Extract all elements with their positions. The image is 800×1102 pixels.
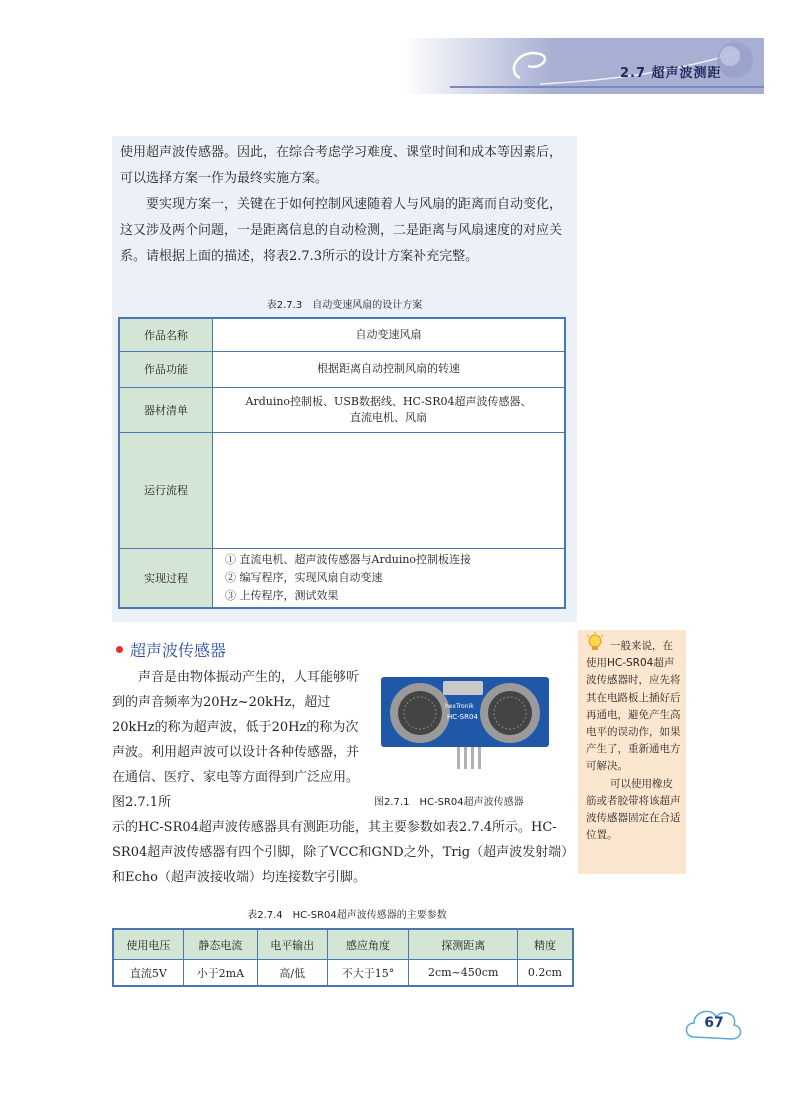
step-item: ① 直流电机、超声波传感器与Arduino控制板连接 [225, 552, 472, 566]
design-table-caption: 表2.7.3 自动变速风扇的设计方案 [266, 300, 423, 311]
column-header: 感应角度 [327, 929, 409, 960]
step-item: ② 编写程序，实现风扇自动变速 [225, 570, 383, 584]
row-label: 运行流程 [119, 432, 213, 548]
column-header: 静态电流 [183, 929, 257, 960]
row-label: 器材清单 [119, 387, 213, 432]
side-note-paragraph-2: 可以使用橡皮筋或者胶带将该超声波传感器固定在合适位置。 [586, 777, 681, 842]
table-row [119, 548, 565, 608]
pin [478, 747, 481, 769]
step-item: ③ 上传程序，测试效果 [225, 588, 339, 602]
board-model-text: HC-SR04 [447, 713, 478, 721]
page-number: 67 [704, 1015, 724, 1031]
header-rule [450, 86, 764, 88]
table-row [119, 432, 565, 548]
pin [471, 747, 474, 769]
row-value-line: 直流电机、风扇 [350, 410, 427, 424]
param-table [112, 928, 574, 987]
table-row [119, 387, 565, 432]
transducer-left-mesh [398, 691, 442, 735]
side-note-paragraph-1: 一般来说，在使用HC-SR04超声波传感器时，应先将其在电路板上插好后再通电，避免产生高电平的误动作，如果产生了，重新通电方可解决。 [586, 640, 681, 773]
row-label: 作品名称 [119, 318, 213, 351]
transducer-right-mesh [488, 691, 532, 735]
table-cell: 2cm~450cm [409, 960, 517, 987]
table-cell: 高/低 [258, 960, 327, 987]
pin [457, 747, 460, 769]
board-brand-text: hexTronik [445, 703, 474, 710]
row-value-blank [213, 432, 566, 548]
row-value [213, 387, 566, 432]
pin [464, 747, 467, 769]
side-note-text [586, 638, 682, 844]
table-cell: 直流5V [113, 960, 183, 987]
row-label: 实现过程 [119, 548, 213, 608]
column-header: 探测距离 [409, 929, 517, 960]
design-table [118, 317, 566, 609]
param-table-caption: 表2.7.4 HC-SR04超声波传感器的主要参数 [247, 910, 447, 921]
figure-caption: 图2.7.1 HC-SR04超声波传感器 [374, 797, 524, 808]
sensor-photo [375, 663, 555, 783]
table-row [119, 351, 565, 387]
intro-paragraph-2: 要实现方案一，关键在于如何控制风速随着人与风扇的距离而自动变化，这又涉及两个问题，一是距离信息的自动检测，二是距离与风扇速度的对应关系。请根据上面的描述，将表2.7.3所示的设计方案补充完整。 [120, 197, 563, 264]
section-title: 超声波传感器 [130, 641, 227, 660]
table-row [119, 318, 565, 351]
column-header: 使用电压 [113, 929, 183, 960]
row-value-line: Arduino控制板、USB数据线、HC-SR04超声波传感器、 [245, 394, 532, 408]
row-label: 作品功能 [119, 351, 213, 387]
row-value: 自动变速风扇 [213, 318, 566, 351]
body-paragraph-part2: 示的HC-SR04超声波传感器具有测距功能，其主要参数如表2.7.4所示。HC-SR04超声波传感器有四个引脚，除了VCC和GND之外，Trig（超声波发射端）和Echo（超声波接收端）均连接数字引脚。 [112, 820, 575, 885]
header-section-title: 2.7 超声波测距 [620, 66, 722, 81]
table-cell: 小于2mA [183, 960, 257, 987]
section-bullet-icon [116, 646, 123, 653]
body-paragraph-part1: 声音是由物体振动产生的，人耳能够听到的声音频率为20Hz~20kHz，超过20kHz的称为超声波，低于20Hz的称为次声波。利用超声波可以设计各种传感器，并在通信、医疗、家电等方面得到广泛应用。图2.7.1所 [112, 670, 360, 810]
intro-paragraph-1: 使用超声波传感器。因此，在综合考虑学习难度、课堂时间和成本等因素后，可以选择方案一作为最终实施方案。 [120, 145, 563, 186]
row-steps [213, 548, 566, 608]
column-header: 精度 [517, 929, 573, 960]
crystal-oscillator [443, 681, 483, 695]
table-header-row [113, 929, 573, 960]
table-row [113, 960, 573, 987]
table-cell: 0.2cm [517, 960, 573, 987]
row-value: 根据距离自动控制风扇的转速 [213, 351, 566, 387]
column-header: 电平输出 [258, 929, 327, 960]
table-cell: 不大于15° [327, 960, 409, 987]
